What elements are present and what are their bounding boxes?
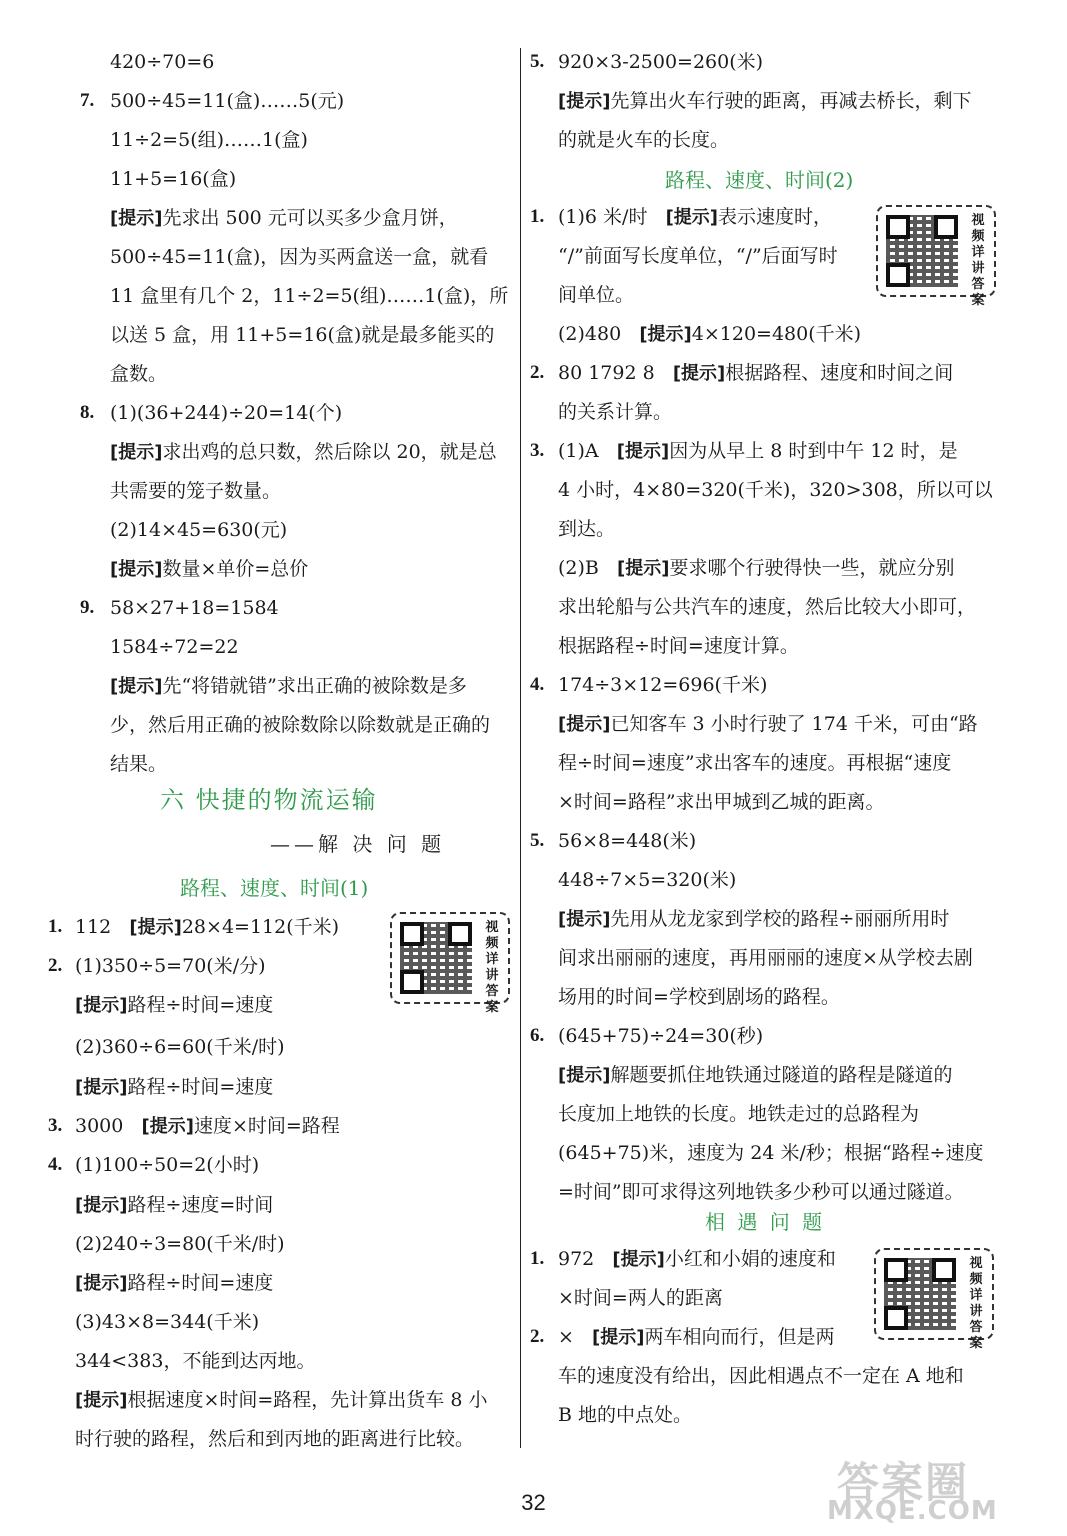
answer-line: 11+5=16(盒) <box>110 168 237 190</box>
answer-value: (1)A <box>558 440 599 462</box>
question-number: 2. <box>530 1326 545 1347</box>
hint-text: 小红和小娟的速度和 <box>664 1248 836 1270</box>
answer-line <box>558 439 958 464</box>
answer-line <box>558 361 953 386</box>
hint-line: 500÷45=11(盒)，因为买两盒送一盒，就看 <box>110 246 489 268</box>
qr-corner <box>934 215 958 239</box>
column-divider <box>520 48 521 1448</box>
qr-code-icon[interactable] <box>874 1248 994 1351</box>
hint-text: 路程÷时间=速度 <box>127 1272 274 1294</box>
hint-text: 4×120=480(千米) <box>691 323 862 345</box>
hint-text: 根据路程、速度和时间之间 <box>725 362 954 384</box>
question-number: 4. <box>48 1154 63 1175</box>
answer-line: 500÷45=11(盒)……5(元) <box>110 90 345 112</box>
hint-line: 11 盒里有几个 2，11÷2=5(组)……1(盒)，所 <box>110 285 509 307</box>
question-number: 5. <box>530 830 545 851</box>
hint-label: [提示] <box>129 917 182 938</box>
hint-line <box>75 1193 273 1218</box>
hint-label: [提示] <box>75 995 128 1016</box>
answer-line <box>558 205 832 230</box>
hint-line <box>75 1271 273 1296</box>
answer-line: 1584÷72=22 <box>110 636 239 658</box>
hint-label: [提示] <box>558 909 611 930</box>
hint-text: 先“将错就错”求出正确的被除数是多 <box>162 675 467 697</box>
hint-line: 间求出丽丽的速度，再用丽丽的速度×从学校去剧 <box>558 947 973 969</box>
answer-line <box>558 1247 836 1272</box>
hint-text: 数量×单价=总价 <box>162 558 309 580</box>
hint-label: [提示] <box>110 208 163 229</box>
hint-label: [提示] <box>616 441 670 462</box>
hint-line <box>558 89 971 114</box>
hint-line <box>558 712 978 737</box>
hint-line: 盒数。 <box>110 363 168 385</box>
hint-label: [提示] <box>558 1065 611 1086</box>
question-number: 3. <box>530 440 545 461</box>
qr-corner <box>400 922 424 946</box>
qr-corner <box>886 215 910 239</box>
qr-corner <box>448 922 472 946</box>
hint-text: 路程÷时间=速度 <box>127 994 274 1016</box>
watermark-text: 答案圈 <box>837 1458 970 1507</box>
answer-line: 420÷70=6 <box>110 51 215 73</box>
hint-line: 求出轮船与公共汽车的速度，然后比较大小即可， <box>558 596 977 618</box>
question-number: 2. <box>530 362 545 383</box>
hint-text: 两车相向而行，但是两 <box>644 1326 835 1348</box>
question-number: 2. <box>48 955 63 976</box>
hint-line: 的就是火车的长度。 <box>558 129 730 151</box>
hint-label: [提示] <box>639 324 692 345</box>
qr-corner <box>886 263 910 287</box>
answer-value: (2)480 <box>558 323 622 345</box>
hint-line: 以送 5 盒，用 11+5=16(盒)就是最多能买的 <box>110 324 495 346</box>
hint-label: [提示] <box>110 676 163 697</box>
hint-text: 已知客车 3 小时行驶了 174 千米，可由“路 <box>610 713 978 735</box>
hint-line <box>558 907 949 932</box>
watermark-logo <box>827 1450 1047 1530</box>
hint-line: ×时间=两人的距离 <box>558 1287 723 1309</box>
hint-text: 路程÷速度=时间 <box>127 1194 274 1216</box>
hint-line: 时行驶的路程，然后和到丙地的距离进行比较。 <box>75 1428 475 1450</box>
hint-text: 先算出火车行驶的距离，再减去桥长，剩下 <box>610 90 972 112</box>
watermark-url: MXQE.COM <box>827 1496 998 1526</box>
answer-line <box>75 1114 340 1139</box>
answer-value: 3000 <box>75 1115 124 1137</box>
hint-label: [提示] <box>665 207 719 228</box>
section-subtitle: ——解 决 问 题 <box>270 832 446 856</box>
question-number: 5. <box>530 51 545 72</box>
hint-text: 先用从龙龙家到学校的路程÷丽丽所用时 <box>610 908 950 930</box>
answer-value: 972 <box>558 1248 595 1270</box>
hint-label: [提示] <box>617 558 670 579</box>
hint-line: “/”前面写长度单位，“/”后面写时 <box>558 245 838 267</box>
hint-line <box>75 1388 487 1413</box>
hint-text: 要求哪个行驶得快一些，就应分别 <box>669 557 955 579</box>
hint-text: 先求出 500 元可以买多少盒月饼， <box>162 207 458 229</box>
answer-value: (1)6 米/时 <box>558 206 648 228</box>
hint-text: 表示速度时， <box>718 206 833 228</box>
hint-line: 间单位。 <box>558 284 635 306</box>
question-number: 1. <box>48 916 63 937</box>
answer-line: (2)240÷3=80(千米/时) <box>75 1233 285 1255</box>
answer-line: 58×27+18=1584 <box>110 597 279 619</box>
hint-label: [提示] <box>612 1249 665 1270</box>
answer-value: 112 <box>75 916 112 938</box>
qr-corner <box>932 1258 956 1282</box>
hint-text: 速度×时间=路程 <box>193 1115 340 1137</box>
hint-label: [提示] <box>75 1077 128 1098</box>
answer-line: (645+75)÷24=30(秒) <box>558 1025 764 1047</box>
hint-label: [提示] <box>110 442 163 463</box>
hint-line: 4 小时，4×80=320(千米)，320>308，所以可以 <box>558 479 993 501</box>
answer-line: 344<383，不能到达丙地。 <box>75 1350 316 1372</box>
hint-line <box>110 206 458 231</box>
answer-line: 56×8=448(米) <box>558 830 697 852</box>
hint-label: [提示] <box>110 559 163 580</box>
hint-label: [提示] <box>558 91 611 112</box>
answer-line: (3)43×8=344(千米) <box>75 1311 260 1333</box>
hint-line: 场用的时间=学校到剧场的路程。 <box>558 986 840 1008</box>
qr-corner <box>884 1306 908 1330</box>
answer-line: (2)360÷6=60(千米/时) <box>75 1036 285 1058</box>
hint-label: [提示] <box>75 1390 128 1411</box>
hint-line: 结果。 <box>110 753 168 775</box>
qr-code-icon[interactable] <box>876 205 996 308</box>
hint-line <box>75 993 273 1018</box>
hint-line: 程÷时间=速度”求出客车的速度。再根据“速度 <box>558 752 952 774</box>
hint-line: ×时间=路程”求出甲城到乙城的距离。 <box>558 791 885 813</box>
hint-label: [提示] <box>558 714 611 735</box>
page-number: 32 <box>521 1490 546 1515</box>
hint-line: 根据路程÷时间=速度计算。 <box>558 635 799 657</box>
hint-label: [提示] <box>672 363 726 384</box>
question-number: 3. <box>48 1115 63 1136</box>
question-number: 1. <box>530 1248 545 1269</box>
question-number: 6. <box>530 1025 545 1046</box>
qr-corner <box>884 1258 908 1282</box>
answer-line: (1)(36+244)÷20=14(个) <box>110 402 343 424</box>
answer-line: 11÷2=5(组)……1(盒) <box>110 129 308 151</box>
topic-heading: 相 遇 问 题 <box>705 1210 826 1234</box>
qr-label: 视频详讲答案 <box>969 1256 983 1351</box>
qr-label: 视频详讲答案 <box>971 213 985 308</box>
qr-corner <box>400 970 424 994</box>
question-number: 9. <box>80 597 95 618</box>
answer-value: (2)B <box>558 557 599 579</box>
answer-line: 920×3-2500=260(米) <box>558 51 764 73</box>
hint-line: 长度加上地铁的长度。地铁走过的总路程为 <box>558 1103 920 1125</box>
hint-line <box>75 1075 273 1100</box>
hint-text: 因为从早上 8 时到中午 12 时，是 <box>669 440 958 462</box>
hint-line <box>110 674 467 699</box>
topic-heading: 路程、速度、时间(1) <box>180 876 369 900</box>
hint-line <box>110 440 497 465</box>
answer-line: 174÷3×12=696(千米) <box>558 674 768 696</box>
question-number: 7. <box>80 90 95 111</box>
hint-line: (645+75)米，速度为 24 米/秒；根据“路程÷速度 <box>558 1142 984 1164</box>
hint-line: 少，然后用正确的被除数除以除数就是正确的 <box>110 714 491 736</box>
answer-value: 80 1792 8 <box>558 362 655 384</box>
hint-text: 解题要抓住地铁通过隧道的路程是隧道的 <box>610 1064 953 1086</box>
hint-line: 到达。 <box>558 518 616 540</box>
topic-heading: 路程、速度、时间(2) <box>665 168 854 192</box>
qr-label: 视频详讲答案 <box>485 920 499 1015</box>
answer-line: (2)14×45=630(元) <box>110 519 288 541</box>
hint-line: 的关系计算。 <box>558 401 673 423</box>
hint-line: =时间”即可求得这列地铁多少秒可以通过隧道。 <box>558 1181 964 1203</box>
answer-line: (1)100÷50=2(小时) <box>75 1154 260 1176</box>
answer-line: 448÷7×5=320(米) <box>558 869 737 891</box>
hint-line: 车的速度没有给出，因此相遇点不一定在 A 地和 <box>558 1365 964 1387</box>
hint-line <box>110 557 308 582</box>
question-number: 4. <box>530 674 545 695</box>
hint-label: [提示] <box>141 1116 194 1137</box>
question-number: 8. <box>80 402 95 423</box>
section-title: 六 快捷的物流运输 <box>160 786 378 814</box>
answer-line <box>558 556 954 581</box>
answer-line <box>75 915 339 940</box>
qr-code-icon[interactable] <box>390 912 510 1015</box>
hint-label: [提示] <box>75 1273 128 1294</box>
hint-label: [提示] <box>75 1195 128 1216</box>
answer-line <box>558 1325 835 1350</box>
hint-text: 28×4=112(千米) <box>181 916 340 938</box>
answer-value: × <box>558 1326 574 1348</box>
hint-line: B 地的中点处。 <box>558 1404 693 1426</box>
hint-line: 共需要的笼子数量。 <box>110 480 282 502</box>
hint-text: 根据速度×时间=路程，先计算出货车 8 小 <box>127 1389 488 1411</box>
answer-line: (1)350÷5=70(米/分) <box>75 955 266 977</box>
question-number: 1. <box>530 206 545 227</box>
hint-label: [提示] <box>592 1327 645 1348</box>
answer-line <box>558 322 861 347</box>
hint-text: 路程÷时间=速度 <box>127 1076 274 1098</box>
hint-line <box>558 1063 952 1088</box>
hint-text: 求出鸡的总只数，然后除以 20，就是总 <box>162 441 497 463</box>
